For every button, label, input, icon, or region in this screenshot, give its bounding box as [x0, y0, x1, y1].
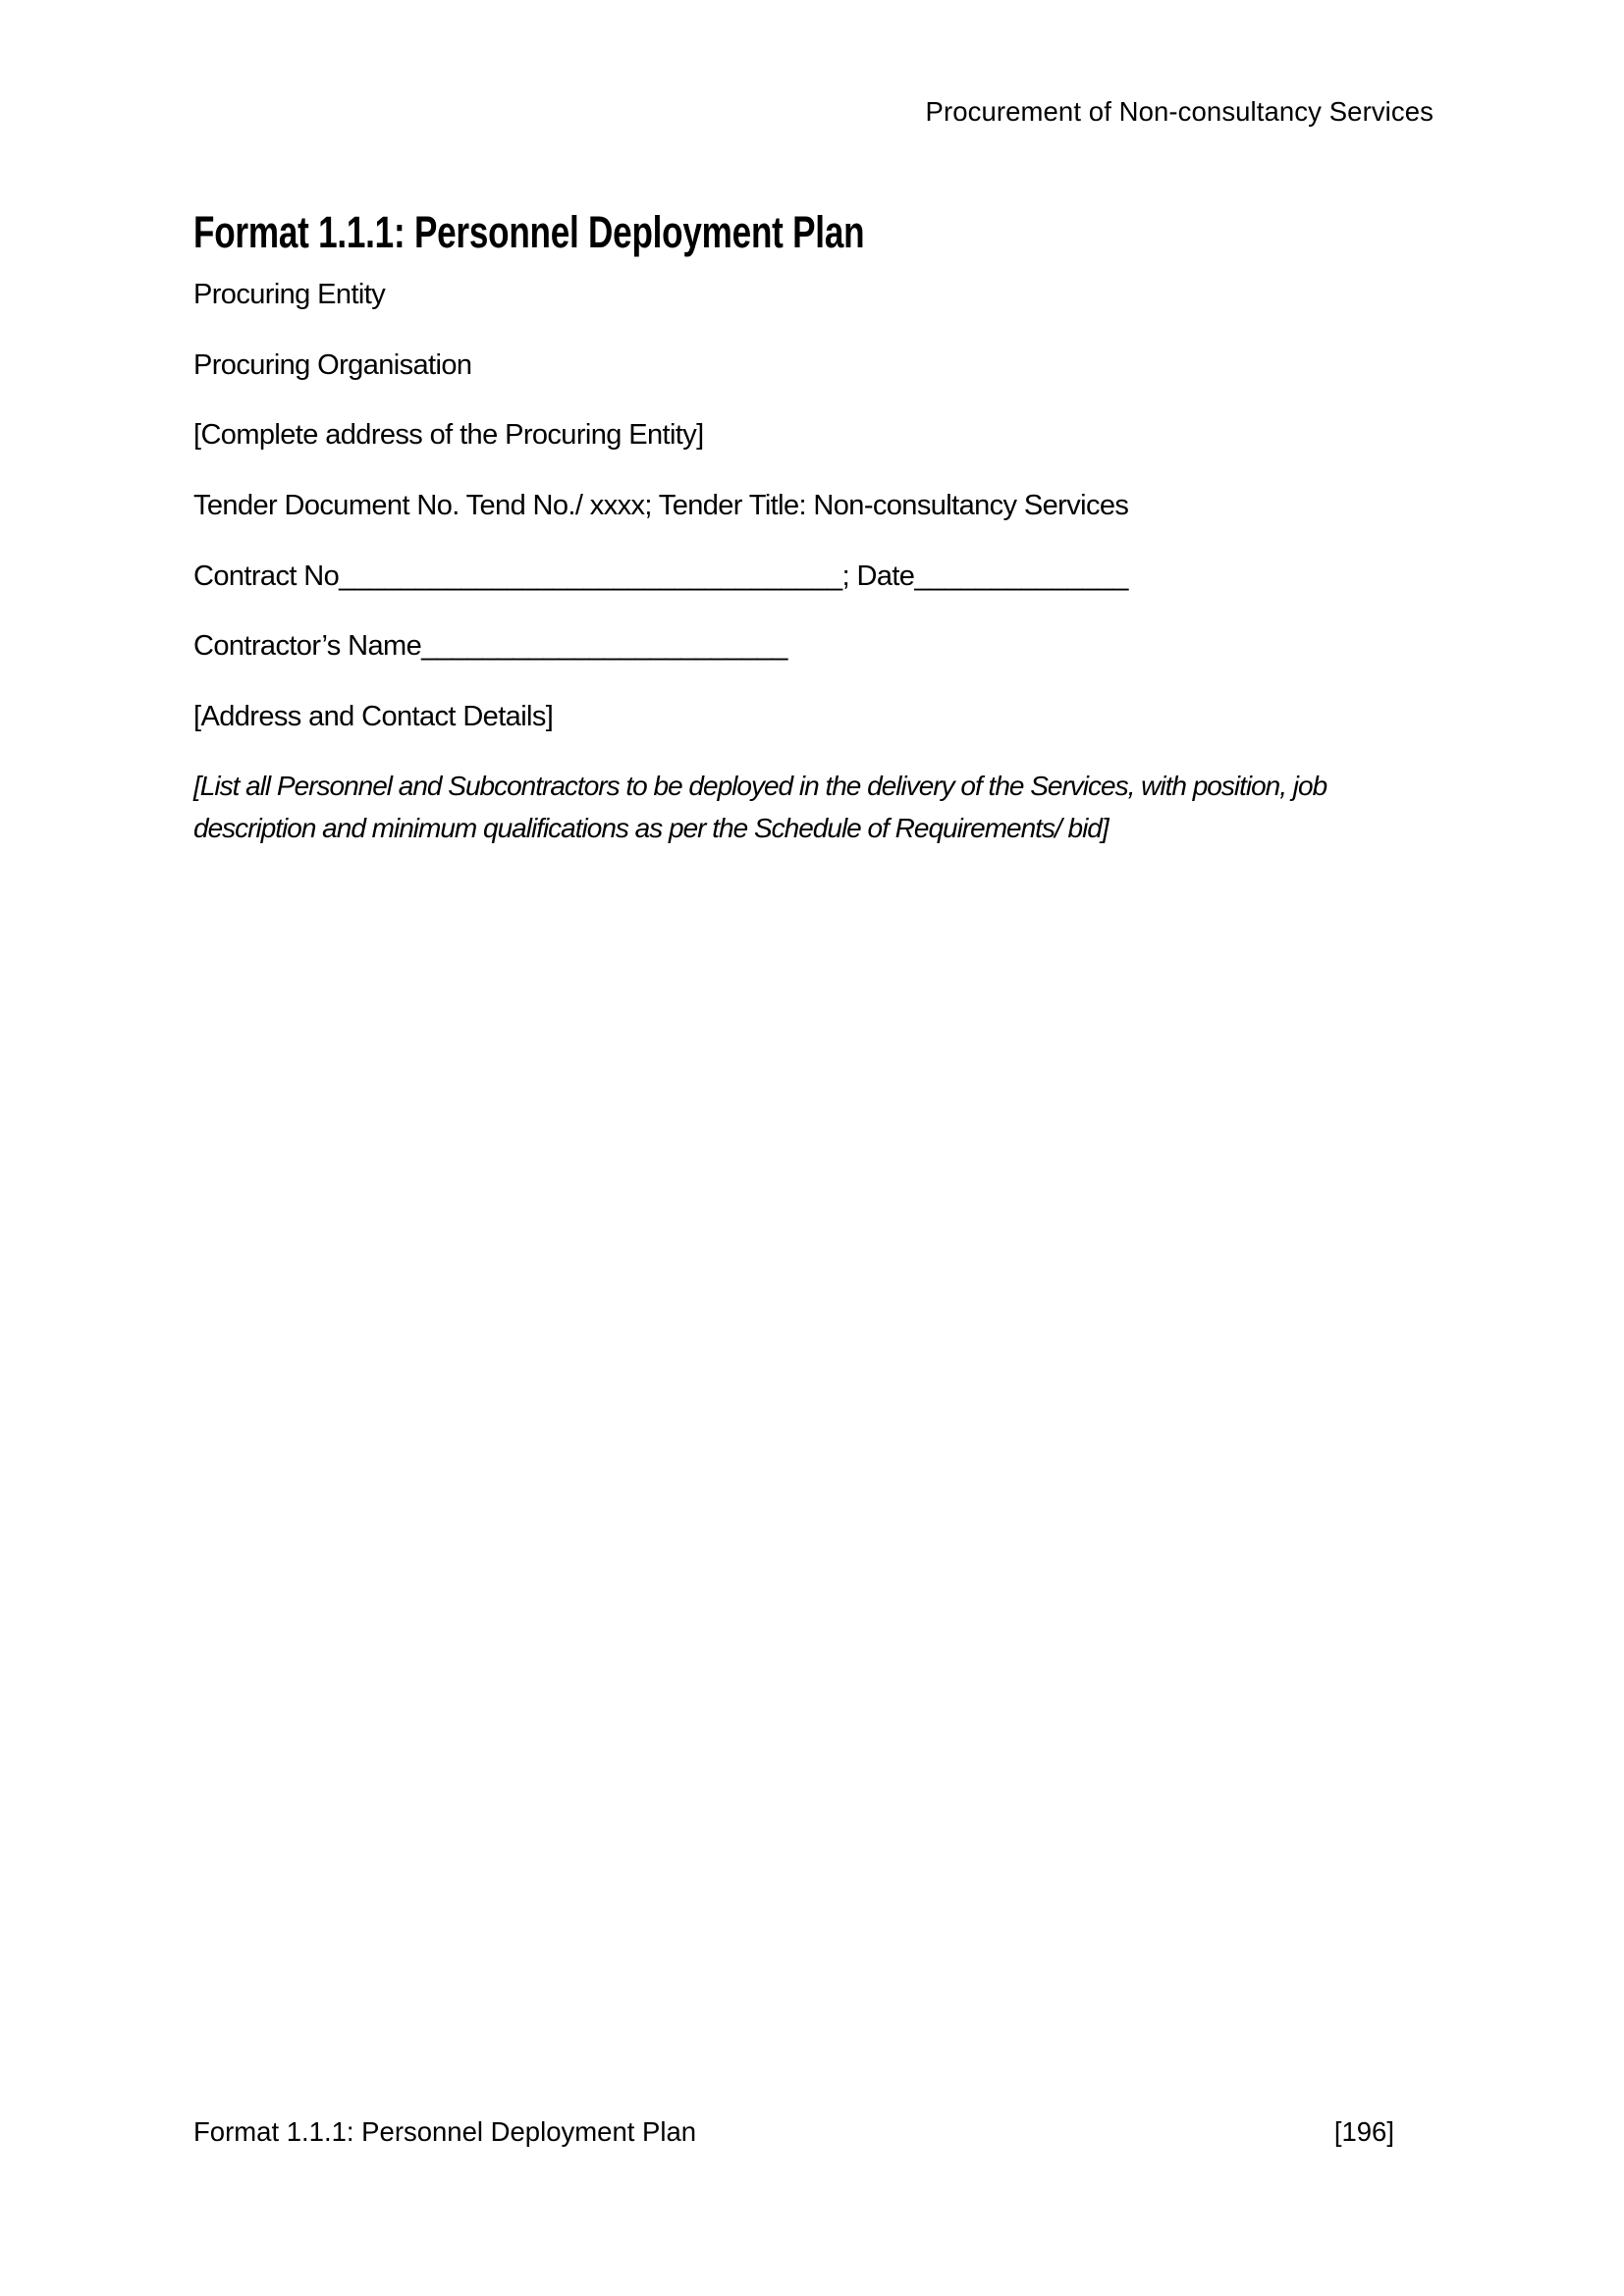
- footer-text: Format 1.1.1: Personnel Deployment Plan: [193, 2116, 697, 2147]
- deployment-note-line-1: [List all Personnel and Subcontractors to be deployed in the delivery of the Services, with position, job: [193, 771, 1327, 801]
- line-contract-no-date-blank: Contract No_________________________________; Date______________: [193, 561, 1128, 592]
- deployment-note-line-2: description and minimum qualifications as per the Schedule of Requirements/ bid]: [193, 813, 1109, 843]
- header-text: Procurement of Non-consultancy Services: [925, 96, 1434, 127]
- line-tender-document: Tender Document No. Tend No./ xxxx; Tender Title: Non-consultancy Services: [193, 490, 1129, 521]
- page-footer: [193, 2116, 1394, 2148]
- line-procuring-organisation: Procuring Organisation: [193, 349, 472, 381]
- page-header: [926, 96, 1434, 128]
- footer-page-number: [196]: [1333, 2116, 1394, 2147]
- document-title: Format 1.1.1: Personnel Deployment Plan: [193, 207, 865, 257]
- line-procuring-entity: Procuring Entity: [193, 279, 386, 310]
- line-contractor-name-blank: Contractor’s Name________________________: [193, 630, 787, 662]
- line-complete-address-placeholder: [Complete address of the Procuring Entity]: [193, 419, 704, 451]
- line-address-contact-placeholder: [Address and Contact Details]: [193, 701, 554, 732]
- deployment-note: [193, 765, 1326, 849]
